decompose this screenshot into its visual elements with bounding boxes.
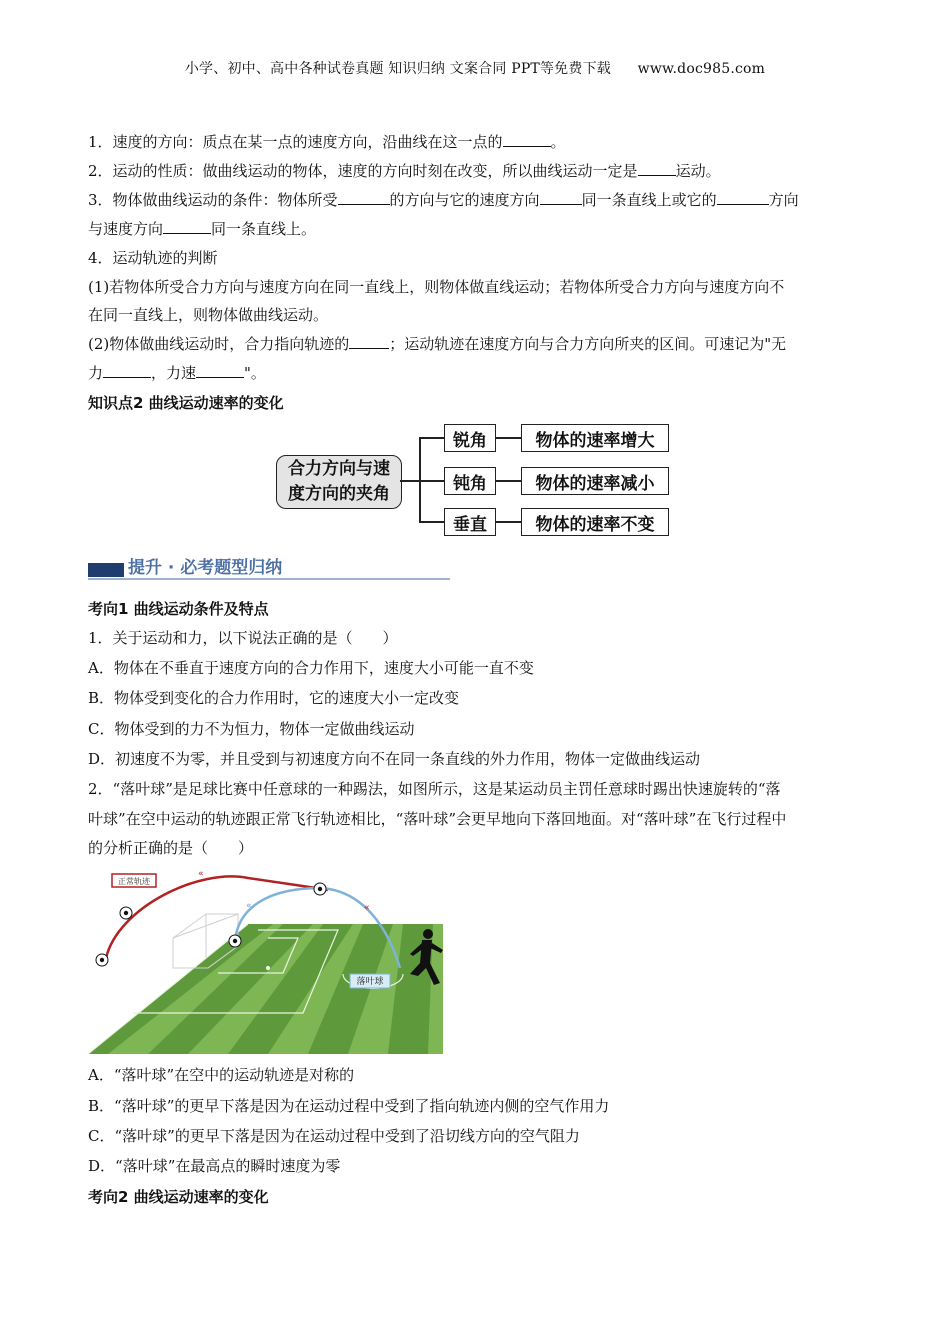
q2-option-c: C．“落叶球”的更早下落是因为在运动过程中受到了沿切线方向的空气阻力 <box>88 1127 580 1145</box>
banner-title: 提升 · 必考题型归纳 <box>128 558 283 578</box>
q1-option-c: C．物体受到的力不为恒力，物体一定做曲线运动 <box>88 720 415 738</box>
connector <box>419 480 444 482</box>
fill-blank[interactable] <box>196 363 244 378</box>
line-9 <box>88 363 878 383</box>
q2-stem-3: 的分析正确的是（ ） <box>88 839 254 857</box>
line-1-end: 。 <box>550 133 566 151</box>
fill-blank[interactable] <box>338 190 390 205</box>
line-9-a: 力 <box>88 364 104 382</box>
line-6: (1)若物体所受合力方向与速度方向在同一直线上，则物体做直线运动；若物体所受合力方向与速度方向不 <box>88 278 785 296</box>
page-header <box>0 58 950 78</box>
q2-stem-2: 叶球”在空中运动的轨迹跟正常飞行轨迹相比，“落叶球”会更早地向下落回地面。对“落叶球”在飞行过程中 <box>88 810 787 828</box>
connector <box>400 480 420 482</box>
line-3 <box>88 190 878 210</box>
line-1 <box>88 132 878 152</box>
soccer-illustration <box>88 868 443 1054</box>
line-9-c: "。 <box>244 364 266 382</box>
soccer-field-figure <box>88 868 443 1054</box>
section2-title: 知识点2 曲线运动速率的变化 <box>88 394 284 412</box>
diagram-main-line2: 度方向的夹角 <box>288 484 390 504</box>
line-2-end: 运动。 <box>675 162 721 180</box>
arrow-icon: « <box>364 903 370 913</box>
line-8-a: (2)物体做曲线运动时，合力指向轨迹的 <box>88 335 350 353</box>
banner-marker <box>88 563 124 577</box>
fill-blank[interactable] <box>638 161 676 176</box>
fill-blank[interactable] <box>503 132 551 147</box>
diagram-main-box <box>276 455 402 509</box>
line-9-b: ，力速 <box>151 364 197 382</box>
kx1-title: 考向1 曲线运动条件及特点 <box>88 600 269 618</box>
q1-option-d: D．初速度不为零，并且受到与初速度方向不在同一条直线的外力作用，物体一定做曲线运动 <box>88 750 701 768</box>
line-3-a: 3．物体做曲线运动的条件：物体所受 <box>88 191 338 209</box>
connector <box>496 437 521 439</box>
line-3-c: 同一条直线上或它的 <box>581 191 717 209</box>
diagram-angle-obtuse: 钝角 <box>444 467 496 495</box>
arrow-icon: « <box>246 901 252 911</box>
line-2-text: 2．运动的性质：做曲线运动的物体，速度的方向时刻在改变，所以曲线运动一定是 <box>88 162 638 180</box>
leaf-ball-label: 落叶球 <box>356 977 384 987</box>
fill-blank[interactable] <box>540 190 582 205</box>
line-5: 4．运动轨迹的判断 <box>88 249 218 267</box>
normal-trajectory-label: 正常轨迹 <box>118 877 150 886</box>
fill-blank[interactable] <box>349 334 389 349</box>
diagram-result-decrease: 物体的速率减小 <box>521 467 669 495</box>
connector <box>419 437 444 439</box>
line-2 <box>88 161 878 181</box>
line-3-d: 方向 <box>768 191 799 209</box>
line-4 <box>88 219 878 239</box>
q2-stem-1: 2．“落叶球”是足球比赛中任意球的一种踢法，如图所示，这是某运动员主罚任意球时踢出快速旋转的“落 <box>88 780 781 798</box>
q2-option-b: B．“落叶球”的更早下落是因为在运动过程中受到了指向轨迹内侧的空气作用力 <box>88 1097 610 1115</box>
q1-option-b: B．物体受到变化的合力作用时，它的速度大小一定改变 <box>88 689 460 707</box>
connector <box>496 521 521 523</box>
banner-rule <box>88 578 450 580</box>
diagram-angle-right: 垂直 <box>444 508 496 536</box>
q2-option-d: D．“落叶球”在最高点的瞬时速度为零 <box>88 1157 341 1175</box>
fill-blank[interactable] <box>163 219 211 234</box>
diagram-result-constant: 物体的速率不变 <box>521 508 669 536</box>
connector <box>496 480 521 482</box>
diagram-result-increase: 物体的速率增大 <box>521 424 669 452</box>
fill-blank[interactable] <box>103 363 151 378</box>
line-3-b: 的方向与它的速度方向 <box>389 191 540 209</box>
header-text: 小学、初中、高中各种试卷真题 知识归纳 文案合同 PPT等免费下载 <box>184 61 611 77</box>
line-8-b: ；运动轨迹在速度方向与合力方向所夹的区间。可速记为"无 <box>389 335 787 353</box>
diagram-main-line1: 合力方向与速 <box>288 459 390 479</box>
diagram-angle-acute: 锐角 <box>444 424 496 452</box>
q2-option-a: A．“落叶球”在空中的运动轨迹是对称的 <box>88 1066 355 1084</box>
line-1-text: 1．速度的方向：质点在某一点的速度方向，沿曲线在这一点的 <box>88 133 503 151</box>
q1-option-a: A．物体在不垂直于速度方向的合力作用下，速度大小可能一直不变 <box>88 659 534 677</box>
kx2-title: 考向2 曲线运动速率的变化 <box>88 1188 269 1206</box>
fill-blank[interactable] <box>717 190 769 205</box>
header-site: www.doc985.com <box>637 61 766 77</box>
arrow-icon: « <box>198 869 204 879</box>
line-7: 在同一直线上，则物体做曲线运动。 <box>88 306 329 324</box>
line-4-a: 与速度方向 <box>88 220 164 238</box>
connector <box>419 521 444 523</box>
line-8 <box>88 334 878 354</box>
line-4-b: 同一条直线上。 <box>211 220 317 238</box>
q1-stem: 1．关于运动和力，以下说法正确的是（ ） <box>88 629 398 647</box>
